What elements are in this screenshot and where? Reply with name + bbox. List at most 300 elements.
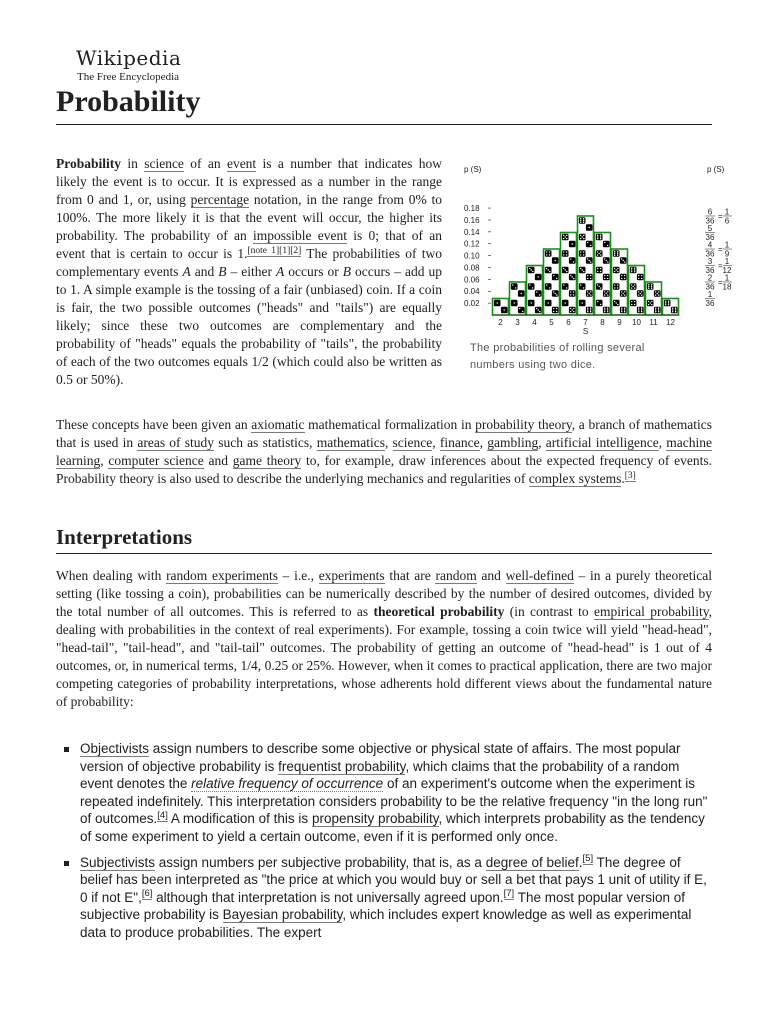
die-pip (665, 304, 666, 305)
die-pip (556, 308, 557, 309)
citation-note-1[interactable]: [note 1] (247, 245, 280, 256)
y-tick-label: 0.12 (464, 239, 480, 249)
dice-probability-figure (462, 160, 732, 374)
die-pip (638, 311, 639, 312)
die-pip (648, 287, 649, 288)
die-pip (614, 253, 615, 254)
text: such as statistics, (214, 435, 317, 450)
text: in (121, 156, 145, 171)
fraction-numerator: 4 (707, 240, 713, 250)
y-tick-label: 0.06 (464, 275, 480, 285)
bold-term: theoretical probability (373, 604, 505, 619)
die-pip (607, 261, 608, 262)
die-face (671, 307, 678, 314)
die-pip (581, 269, 582, 270)
variable-a: A (182, 264, 191, 279)
die-pip (570, 275, 571, 276)
die-pip (600, 287, 601, 288)
text: that are (384, 568, 436, 583)
wikipedia-tagline: The Free Encyclopedia (77, 71, 180, 83)
die-pip (634, 301, 635, 302)
die-pip (590, 275, 591, 276)
link-artificial-intelligence[interactable]: artificial intelligence (545, 435, 659, 450)
die-pip (573, 308, 574, 309)
die-pip (546, 268, 547, 269)
die-pip (522, 311, 523, 312)
link-science[interactable]: science (144, 156, 184, 171)
die-pip (621, 278, 622, 279)
citation-4[interactable]: [4] (157, 809, 168, 821)
die-face (569, 257, 576, 264)
die-pip (571, 243, 572, 244)
citation-7[interactable]: [7] (503, 888, 515, 900)
die-pip (553, 275, 554, 276)
link-probability-theory[interactable]: probability theory (475, 417, 572, 432)
link-empirical-probability[interactable]: empirical probability (593, 604, 709, 619)
text: When dealing with (56, 568, 167, 583)
die-pip (583, 235, 584, 236)
equals-sign: = (718, 211, 723, 221)
right-probability-label (705, 207, 732, 225)
die-pip (631, 304, 632, 305)
right-probability-label (705, 290, 715, 308)
die-pip (587, 294, 588, 295)
die-pip (563, 268, 564, 269)
die-pip (672, 311, 673, 312)
die-pip (675, 309, 676, 310)
citation-6[interactable]: [6] (141, 888, 153, 900)
die-pip (583, 254, 584, 255)
y-tick-label: 0.18 (464, 204, 480, 214)
die-pip (580, 220, 581, 221)
die-pip (624, 291, 625, 292)
die-pip (648, 304, 649, 305)
die-pip (536, 308, 537, 309)
citation-1[interactable]: [1] (279, 245, 291, 256)
die-face (596, 267, 603, 274)
die-pip (604, 278, 605, 279)
die-pip (597, 268, 598, 269)
die-pip (553, 308, 554, 309)
die-pip (587, 275, 588, 276)
die-pip (614, 287, 615, 288)
die-pip (649, 302, 650, 303)
fraction-numerator: 3 (707, 257, 713, 267)
die-pip (563, 238, 564, 239)
die-pip (668, 304, 669, 305)
die-pip (634, 268, 635, 269)
die-pip (587, 291, 588, 292)
link-finance[interactable]: finance (439, 435, 480, 450)
die-pip (617, 268, 618, 269)
equals-sign: = (718, 277, 723, 287)
die-pip (617, 254, 618, 255)
die-pip (530, 269, 531, 270)
text: – i.e., (277, 568, 319, 583)
text: is a number that indicates how likely the event is to occur. It is expressed as a number in the range from 0 and 1, or, using (56, 156, 442, 207)
die-face (535, 290, 542, 297)
die-pip (624, 311, 625, 312)
die-pip (675, 311, 676, 312)
x-tick-label: 3 (515, 318, 520, 327)
text: These concepts have been given an (56, 417, 252, 432)
link-machine-learning[interactable]: machine learning (56, 435, 713, 468)
die-pip (617, 284, 618, 285)
die-face (637, 307, 644, 314)
die-pip (665, 301, 666, 302)
text: and (476, 568, 506, 583)
die-pip (617, 253, 618, 254)
die-pip (651, 301, 652, 302)
die-face (603, 274, 610, 281)
fraction-denominator: 36 (705, 266, 715, 276)
link-objectivists[interactable]: Objectivists (80, 741, 150, 756)
fraction-numerator: 5 (707, 223, 713, 233)
link-random[interactable]: random (435, 568, 477, 583)
die-pip (604, 294, 605, 295)
die-pip (564, 302, 565, 303)
die-pip (624, 309, 625, 310)
die-pip (570, 294, 571, 295)
die-pip (554, 260, 555, 261)
die-pip (547, 302, 548, 303)
die-pip (512, 284, 513, 285)
text: assign numbers per subjective probability, that is, as a (155, 854, 486, 870)
die-pip (566, 235, 567, 236)
fraction-denominator: 36 (705, 216, 715, 226)
fraction-numerator: 1 (724, 273, 730, 283)
die-pip (529, 268, 530, 269)
x-tick-label: 10 (632, 318, 641, 327)
text: to, for example, draw inferences about the expected frequency of events. Probability theory is also used to describe the underlying mechanics and regularities of (56, 453, 712, 486)
die-pip (614, 268, 615, 269)
die-pip (513, 302, 514, 303)
text: assign numbers to describe some objective or physical state of affairs. The most popular version of objective probability is (80, 741, 681, 774)
die-pip (583, 271, 584, 272)
die-pip (539, 294, 540, 295)
die-pip (615, 269, 616, 270)
die-pip (597, 271, 598, 272)
die-pip (580, 268, 581, 269)
text: , (479, 435, 488, 450)
die-pip (617, 271, 618, 272)
x-tick-label: 6 (566, 318, 571, 327)
die-pip (631, 287, 632, 288)
fraction-numerator: 1 (707, 289, 713, 299)
fraction-denominator: 12 (722, 266, 732, 276)
die-pip (639, 293, 640, 294)
citation-3[interactable]: [3] (624, 470, 636, 481)
die-face (596, 234, 603, 241)
die-pip (590, 261, 591, 262)
die-pip (587, 309, 588, 310)
die-pip (546, 254, 547, 255)
link-mathematics[interactable]: mathematics (316, 435, 385, 450)
y-tick-label: 0.02 (464, 299, 480, 309)
die-pip (600, 304, 601, 305)
die-pip (648, 284, 649, 285)
die-pip (600, 268, 601, 269)
bold-term: Probability (56, 156, 122, 171)
y-tick-label: 0.16 (464, 215, 480, 225)
link-impossible-event[interactable]: impossible event (252, 228, 347, 243)
die-pip (546, 251, 547, 252)
die-face (630, 267, 637, 274)
die-pip (621, 258, 622, 259)
die-pip (519, 308, 520, 309)
die-pip (553, 291, 554, 292)
die-pip (570, 308, 571, 309)
die-pip (634, 287, 635, 288)
die-pip (651, 284, 652, 285)
die-pip (581, 236, 582, 237)
die-pip (566, 254, 567, 255)
link-game-theory[interactable]: game theory (232, 453, 302, 468)
link-bayesian-probability[interactable]: Bayesian probability (222, 907, 343, 923)
die-pip (651, 304, 652, 305)
die-pip (600, 235, 601, 236)
fraction-denominator: 6 (724, 216, 730, 226)
die-pip (564, 236, 565, 237)
die-pip (587, 242, 588, 243)
die-pip (573, 294, 574, 295)
link-random-experiments[interactable]: random experiments (166, 568, 278, 583)
x-tick-label: 2 (498, 318, 503, 327)
text: of an (183, 156, 227, 171)
die-pip (607, 245, 608, 246)
die-pip (614, 251, 615, 252)
die-pip (607, 275, 608, 276)
link-propensity-probability[interactable]: propensity probability (311, 811, 439, 827)
die-pip (631, 284, 632, 285)
citation-5[interactable]: [5] (582, 853, 594, 865)
die-pip (621, 294, 622, 295)
die-pip (621, 311, 622, 312)
die-pip (556, 278, 557, 279)
die-pip (614, 301, 615, 302)
die-pip (614, 271, 615, 272)
die-face (613, 250, 620, 257)
text: , (100, 453, 109, 468)
text: , dealing with probabilities in the context of real experiments). For example, tossing a coin twice will yield "head-head", "head-tail", "tail-head", and "tail-tail" outcomes. The probability of getting an outcome of "head-head" is 1 out of 4 outcomes, or, in numerical terms, 1/4, 0.25 or 25%. However, when it comes to practical application, there are two major competing categories of probability interpretations, whose adherents hold different views about the fundamental nature of probability: (56, 604, 713, 709)
die-pip (570, 291, 571, 292)
die-pip (621, 309, 622, 310)
die-pip (564, 269, 565, 270)
die-pip (605, 293, 606, 294)
die-pip (668, 302, 669, 303)
x-tick-label: 5 (549, 318, 554, 327)
text: is 0; that of an event that is certain to occur is 1. (56, 228, 442, 261)
link-percentage[interactable]: percentage (190, 192, 250, 207)
link-experiments[interactable]: experiments (318, 568, 385, 583)
die-face (511, 283, 518, 290)
die-face (518, 307, 525, 314)
die-pip (496, 302, 497, 303)
die-pip (590, 245, 591, 246)
die-pip (587, 308, 588, 309)
x-axis-label: S (582, 327, 589, 336)
link-complex-systems[interactable]: complex systems (528, 471, 622, 486)
die-face (569, 290, 576, 297)
die-face (586, 307, 593, 314)
die-pip (634, 269, 635, 270)
die-face (596, 300, 603, 307)
text: The most popular version of subjective probability is (80, 889, 686, 923)
die-pip (638, 309, 639, 310)
die-pip (624, 294, 625, 295)
die-pip (580, 284, 581, 285)
text: and (190, 264, 219, 279)
die-pip (566, 238, 567, 239)
fraction-numerator: 6 (707, 207, 713, 217)
die-pip (656, 293, 657, 294)
die-pip (651, 286, 652, 287)
die-pip (563, 284, 564, 285)
die-face (562, 283, 569, 290)
link-gambling[interactable]: gambling (487, 435, 539, 450)
y-tick-label: 0.04 (464, 287, 480, 297)
die-face (579, 217, 586, 224)
die-pip (621, 275, 622, 276)
link-frequentist-probability[interactable]: frequentist probability (278, 758, 406, 774)
die-pip (672, 308, 673, 309)
die-pip (655, 308, 656, 309)
text: – either (226, 264, 276, 279)
die-pip (607, 311, 608, 312)
link-event[interactable]: event (226, 156, 257, 171)
text: , (432, 435, 440, 450)
die-pip (600, 271, 601, 272)
die-pip (600, 254, 601, 255)
die-face (613, 283, 620, 290)
wikipedia-logo[interactable] (76, 48, 181, 83)
die-pip (590, 291, 591, 292)
die-pip (573, 311, 574, 312)
link-well-defined[interactable]: well-defined (505, 568, 574, 583)
fraction-denominator: 36 (705, 298, 715, 308)
die-face (603, 307, 610, 314)
die-pip (631, 268, 632, 269)
fraction-denominator: 36 (705, 249, 715, 259)
right-probability-label (705, 241, 732, 259)
link-subjectivists[interactable]: Subjectivists (80, 854, 156, 870)
die-pip (648, 286, 649, 287)
die-face (552, 274, 559, 281)
link-areas-of-study[interactable]: areas of study (137, 435, 214, 450)
intro-paragraph (56, 155, 442, 389)
wikipedia-wordmark: Wikipedia (76, 46, 182, 70)
die-pip (604, 311, 605, 312)
die-pip (597, 238, 598, 239)
die-face (586, 241, 593, 248)
die-pip (556, 294, 557, 295)
die-pip (634, 284, 635, 285)
die-pip (641, 291, 642, 292)
die-pip (537, 276, 538, 277)
die-pip (638, 275, 639, 276)
die-pip (655, 291, 656, 292)
section-divider (56, 553, 712, 554)
die-pip (607, 309, 608, 310)
die-face (647, 283, 654, 290)
text: , a branch of mathematics that is used in (56, 417, 713, 450)
die-pip (631, 271, 632, 272)
die-face (664, 300, 671, 307)
die-pip (570, 258, 571, 259)
die-pip (590, 294, 591, 295)
text: , (384, 435, 393, 450)
die-pip (665, 302, 666, 303)
die-pip (539, 311, 540, 312)
die-pip (655, 311, 656, 312)
die-pip (590, 278, 591, 279)
die-pip (597, 301, 598, 302)
die-pip (580, 251, 581, 252)
die-pip (648, 301, 649, 302)
title-divider (56, 124, 712, 125)
text: and (203, 453, 233, 468)
text: , which interprets probability as the tendency of some experiment to yield a certain outcome, even if it is performed only once. (80, 811, 705, 844)
die-pip (624, 261, 625, 262)
die-pip (604, 275, 605, 276)
die-pip (563, 235, 564, 236)
die-pip (571, 309, 572, 310)
die-face (579, 250, 586, 257)
y-axis-label-right: p (S) (707, 165, 725, 174)
die-pip (588, 227, 589, 228)
die-pip (563, 251, 564, 252)
die-pip (580, 254, 581, 255)
die-pip (549, 271, 550, 272)
die-pip (583, 221, 584, 222)
die-pip (587, 278, 588, 279)
die-pip (604, 308, 605, 309)
die-pip (549, 254, 550, 255)
die-pip (617, 287, 618, 288)
die-pip (638, 294, 639, 295)
dice-chart[interactable] (462, 160, 732, 338)
variable-b: B (342, 264, 351, 279)
die-pip (600, 236, 601, 237)
die-pip (655, 309, 656, 310)
link-degree-of-belief[interactable]: degree of belief (485, 854, 579, 870)
link-axiomatic[interactable]: axiomatic (251, 417, 305, 432)
text: although that interpretation is not universally agreed upon. (152, 889, 504, 905)
die-pip (641, 308, 642, 309)
die-pip (651, 287, 652, 288)
die-pip (641, 278, 642, 279)
x-tick-label: 11 (649, 318, 658, 327)
link-computer-science[interactable]: computer science (108, 453, 204, 468)
die-pip (668, 301, 669, 302)
die-face (654, 307, 661, 314)
citation-2[interactable]: [2] (290, 245, 302, 256)
y-tick-label: 0.14 (464, 227, 480, 237)
die-pip (597, 251, 598, 252)
fraction-numerator: 1 (724, 257, 730, 267)
list-item-objectivists (60, 740, 712, 846)
link-relative-frequency[interactable] (191, 776, 383, 792)
die-pip (617, 251, 618, 252)
right-probability-label (705, 257, 732, 275)
link-science[interactable]: science (392, 435, 433, 450)
die-pip (631, 301, 632, 302)
die-pip (672, 309, 673, 310)
y-tick-label: 0.08 (464, 263, 480, 273)
die-pip (604, 242, 605, 243)
right-probability-label (705, 273, 732, 291)
die-pip (583, 251, 584, 252)
